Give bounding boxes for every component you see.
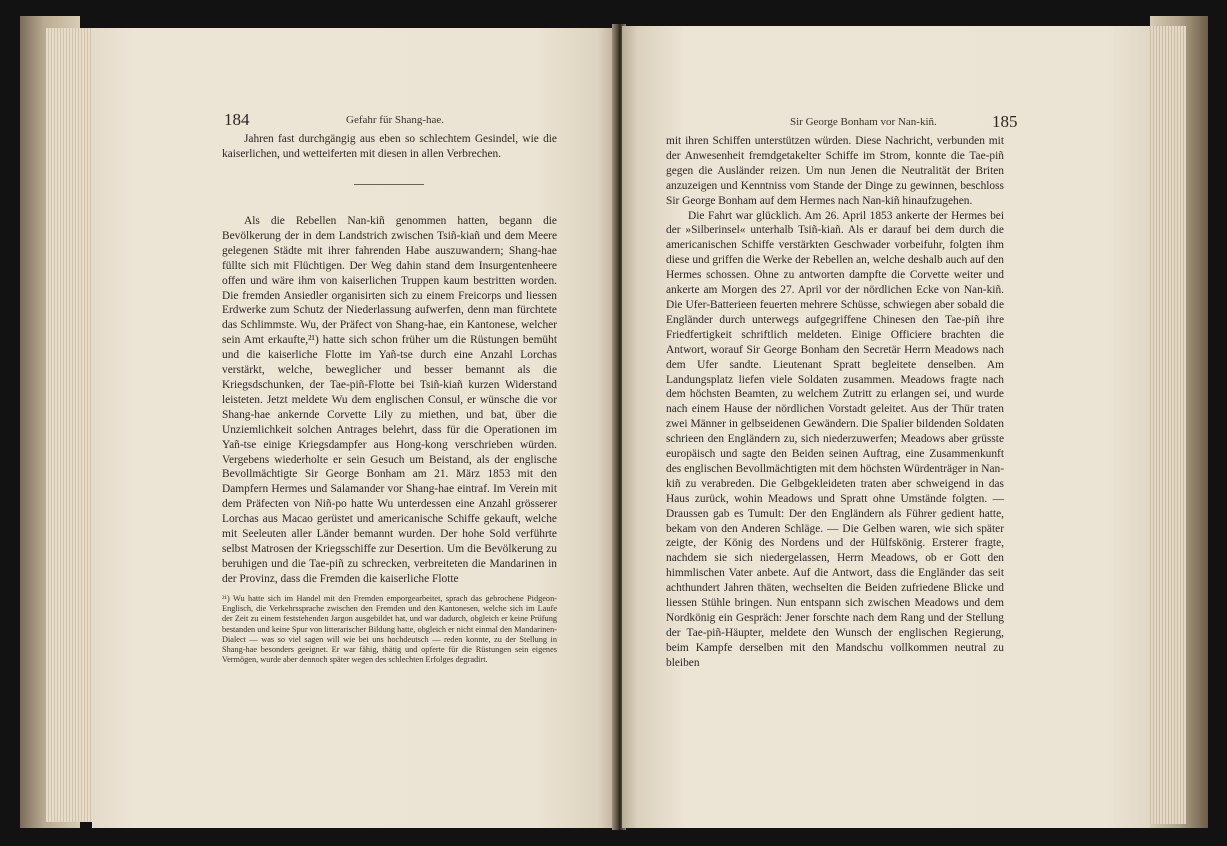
right-paragraph-2: Die Fahrt war glücklich. Am 26. April 1853 ankerte der Hermes bei der »Silberinsel« unterhalb Tsiñ-kiañ. Als er darauf bei dem durch die americanischen Schiffe verstärkten Geschwader vorbeifuhr, folgten ihm diese und griffen die Werke der Rebellen an, welche deshalb auch auf den Hermes schossen. Ohne zu antworten dampfte die Corvette weiter und ankerte am Morgen des 27. April vor der nördlichen Ecke von Nan-kiñ. Die Ufer-Batterieen feuerten mehrere Schüsse, schwiegen aber sobald die Engländer durch unterwegs aufgegriffene Chinesen den Tae-piñ ihre Friedfertigkeit schriftlich meldeten. Einige Officiere brachten die Antwort, worauf Sir George Bonham den Secretär Herrn Meadows nach dem Ufer sandte. Lieutenant Spratt begleitete denselben. Am Landungsplatz liefen viele Soldaten zusammen. Meadows fragte nach dem höchsten Beamten, zu welchem Zutritt zu erlangen sei, und wurde nach einem Hause der nördlichen Vorstadt geleitet. Aus der Thür traten zwei Männer in gelbseidenen Gewändern. Die Spalier bildenden Soldaten schrieen den Engländern zu, sich niederzuwerfen; Meadows aber grüsste europäisch und sagte den Beiden seinen Auftrag, eine Zusammenkunft des englischen Bevollmächtigten mit dem höchsten Würdenträger in Nan-kiñ zu verabreden. Die Gelbgekleideten traten aber schweigend in das Haus zurück, wohin Meadows und Spratt ohne Umstände folgten. — Draussen gab es Tumult: Der den Engländern als Führer gedient hatte, bekam von den Anderen Schläge. — Die Gelben waren, wie sich später zeigte, der König des Nordens und der Hülfskönig. Ersterer fragte, nachdem sie sich niedergelassen, Herrn Meadows, ob er Gott den himmlischen Vater anbete. Auf die Antwort, dass die Engländer das seit achthundert Jahren thäten, wechselten die Beiden zufriedene Blicke und liessen Stühle bringen. Nun entspann sich zwischen Meadows und dem Nordkönig ein Gespräch: Jener forschte nach dem Rang und der Stellung der Tae-piñ-Häupter, meldete den Wunsch der englischen Regierung, beim Kampfe derselben mit den Mandschu vollkommen neutral zu bleiben: [666, 209, 1004, 669]
right-paragraph-1: mit ihren Schiffen unterstützen würden. Diese Nachricht, verbunden mit der Anwesenheit fremdgetakelter Schiffe im Strom, konnte die Tae-piñ gegen die Ausländer reizen. Um nun Jenen die Neutralität der Briten anzuzeigen und Kenntniss vom Stande der Dinge zu gewinnen, beschloss Sir George Bonham auf dem Hermes nach Nan-kiñ hinaufzugehen.: [666, 135, 1004, 207]
right-page-body: [666, 134, 1004, 671]
right-running-head: Sir George Bonham vor Nan-kiñ.: [790, 116, 937, 128]
right-page: [622, 26, 1150, 828]
left-page: [92, 28, 614, 828]
left-running-head: Gefahr für Shang-hae.: [346, 114, 445, 126]
left-paragraph-1: Jahren fast durchgängig aus eben so schlechtem Gesindel, wie die kaiserlichen, und wetteiferten mit diesen in allen Verbrechen.: [222, 133, 557, 160]
right-page-number: 185: [992, 112, 1018, 131]
left-paragraph-2: Als die Rebellen Nan-kiñ genommen hatten, begann die Bevölkerung der in dem Landstrich zwischen Tsiñ-kiañ und dem Meere gelegenen Städte mit ihrer fahrenden Habe auszuwandern; Shang-hae füllte sich mit Flüchtigen. Der Weg dahin stand dem Insurgentenheere offen und wäre ihm von kaiserlichen Truppen kaum bestritten worden. Die fremden Ansiedler organisirten sich zu einem Freicorps und liessen Erdwerke zum Schutz der Niederlassung aufwerfen, denn man fürchtete das Schlimmste. Wu, der Präfect von Shang-hae, ein Kantonese, welcher sein Amt erkaufte,²¹) hatte sich schon früher um die Rüstungen bemüht und die kaiserliche Flotte im Yañ-tse durch eine Anzahl Lorchas verstärkt, welche, beweglicher und besser bemannt als die Kriegsdschunken, der Tae-piñ-Flotte bei Tsiñ-kiañ kurzen Widerstand leisteten. Jetzt meldete Wu dem englischen Consul, er wünsche die vor Shang-hae ankernde Corvette Lily zu miethen, und bat, über die Unziemlichkeit solchen Antrages belehrt, dass für die Operationen im Yañ-tse einige Kriegsdampfer aus Hong-kong verschrieben würden. Vergebens wiederholte er sein Gesuch um Beistand, als der englische Bevollmächtigte Sir George Bonham am 21. März 1853 mit den Dampfern Hermes und Salamander vor Shang-hae eintraf. Im Verein mit dem Präfecten von Niñ-po hatte Wu unterdessen eine Anzahl grösserer Lorchas aus Macao gerüstet und americanische Schiffe gekauft, welche mit Seeleuten aller Länder bemannt wurden. Der hohe Sold verführte selbst Matrosen der Kriegsschiffe zur Desertion. Um die Bevölkerung zu beruhigen und die Tae-piñ zu schrecken, verbreiteten die Mandarinen in der Provinz, dass die Fremden die kaiserliche Flotte: [222, 215, 557, 585]
left-footnote: ²¹) Wu hatte sich im Handel mit den Fremden emporgearbeitet, sprach das gebrochene Pidgeon-Englisch, die Verkehrssprache zwischen den Fremden und den Kantonesen, welche sich im Laufe der Zeit zu einem feststehenden Jargon ausgebildet hat, und war dadurch, obgleich er keine Prüfung bestanden und keine Spur von litterarischer Bildung hatte, obgleich er nicht einmal den Mandarinen-Dialect — was so viel sagen will wie bei uns hochdeutsch — reden konnte, zu der Stellung in Shang-hae besonders geeignet. Er war fähig, thätig und opferte für die Rüstungen sein eigenes Vermögen, wurde aber dennoch später wegen des schlechten Erfolges degradirt.: [222, 594, 557, 665]
section-divider: [354, 184, 424, 185]
page-edges-left: [46, 28, 94, 822]
page-edges-right: [1148, 26, 1186, 824]
left-page-body: [222, 132, 557, 162]
left-page-body-2: [222, 214, 557, 587]
left-page-number: 184: [224, 110, 250, 129]
